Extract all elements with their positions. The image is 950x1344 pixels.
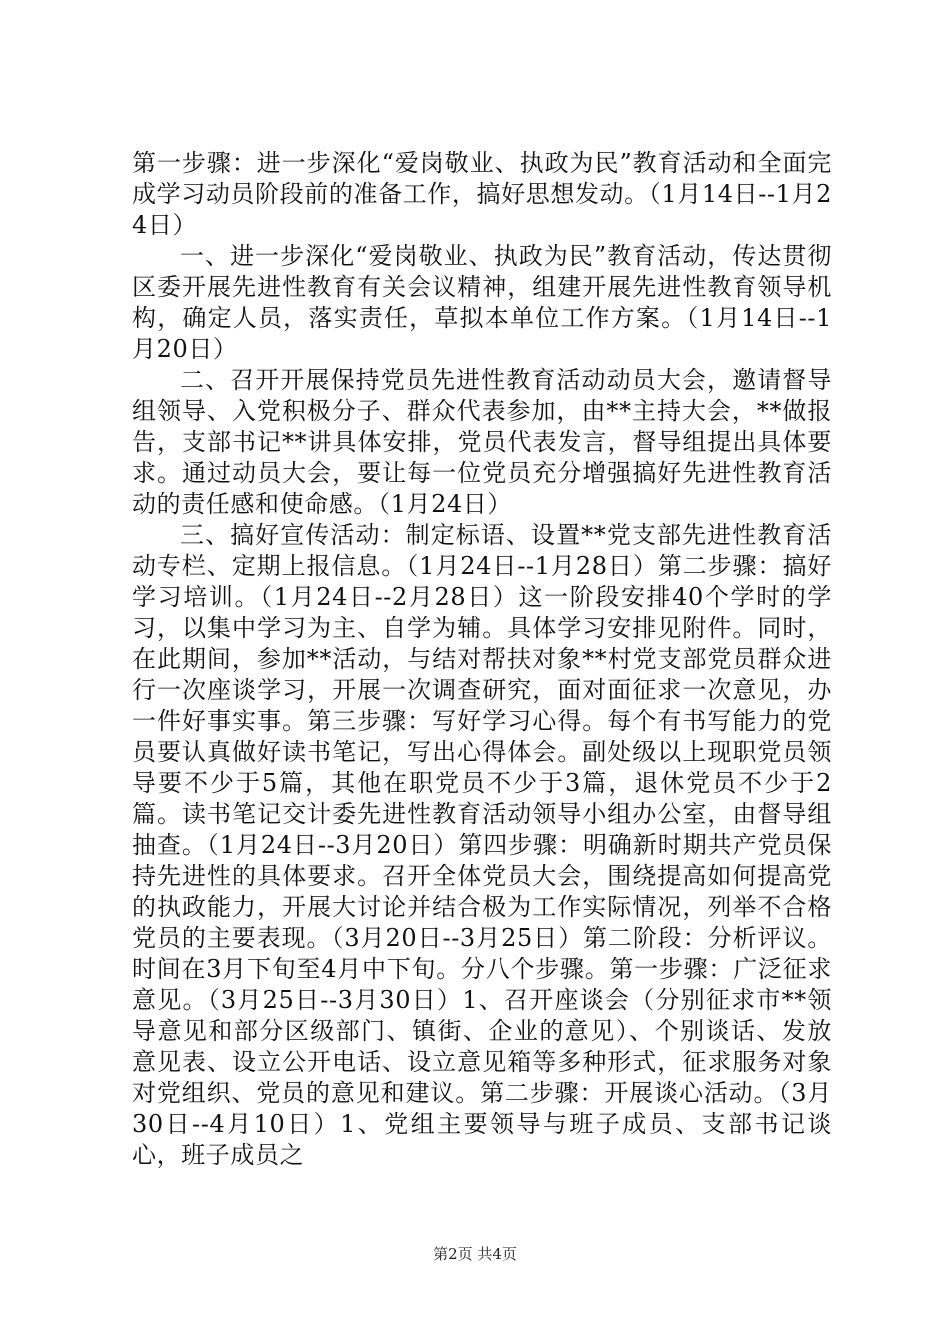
paragraph-step-one: 第一步骤：进一步深化“爱岗敬业、执政为民”教育活动和全面完成学习动员阶段前的准备工作，搞好思想发动。（1月14日--1月24日） (132, 149, 832, 239)
document-body (132, 148, 832, 1171)
paragraph-item-three: 三、搞好宣传活动：制定标语、设置**党支部先进性教育活动专栏、定期上报信息。（1月24日--1月28日）第二步骤：搞好学习培训。（1月24日--2月28日）这一阶段安排40个学时的学习，以集中学习为主、自学为辅。具体学习安排见附件。同时，在此期间，参加**活动，与结对帮扶对象**村党支部党员群众进行一次座谈学习，开展一次调查研究，面对面征求一次意见，办一件好事实事。第三步骤：写好学习心得。每个有书写能力的党员要认真做好读书笔记，写出心得体会。副处级以上现职党员领导要不少于5篇，其他在职党员不少于3篇，退休党员不少于2篇。读书笔记交计委先进性教育活动领导小组办公室，由督导组抽查。（1月24日--3月20日）第四步骤：明确新时期共产党员保持先进性的具体要求。召开全体党员大会，围绕提高如何提高党的执政能力，开展大讨论并结合极为工作实际情况，列举不合格党员的主要表现。（3月20日--3月25日）第二阶段：分析评议。时间在3月下旬至4月中下旬。分八个步骤。第一步骤：广泛征求意见。（3月25日--3月30日）1、召开座谈会（分别征求市**领导意见和部分区级部门、镇街、企业的意见）、个别谈话、发放意见表、设立公开电话、设立意见箱等多种形式，征求服务对象对党组织、党员的意见和建议。第二步骤：开展谈心活动。（3月30日--4月10日）1、党组主要领导与班子成员、支部书记谈心，班子成员之 (132, 521, 832, 1169)
paragraph-item-two: 二、召开开展保持党员先进性教育活动动员大会，邀请督导组领导、入党积极分子、群众代表参加，由**主持大会，**做报告，支部书记**讲具体安排，党员代表发言，督导组提出具体要求。通过动员大会，要让每一位党员充分增强搞好先进性教育活动的责任感和使命感。（1月24日） (132, 366, 832, 518)
paragraph-item-one: 一、进一步深化“爱岗敬业、执政为民”教育活动，传达贯彻区委开展先进性教育有关会议精神，组建开展先进性教育领导机构，确定人员，落实责任，草拟本单位工作方案。（1月14日--1月20日） (132, 242, 832, 363)
page-footer (0, 1244, 950, 1264)
page-number: 第2页 共4页 (433, 1245, 517, 1263)
